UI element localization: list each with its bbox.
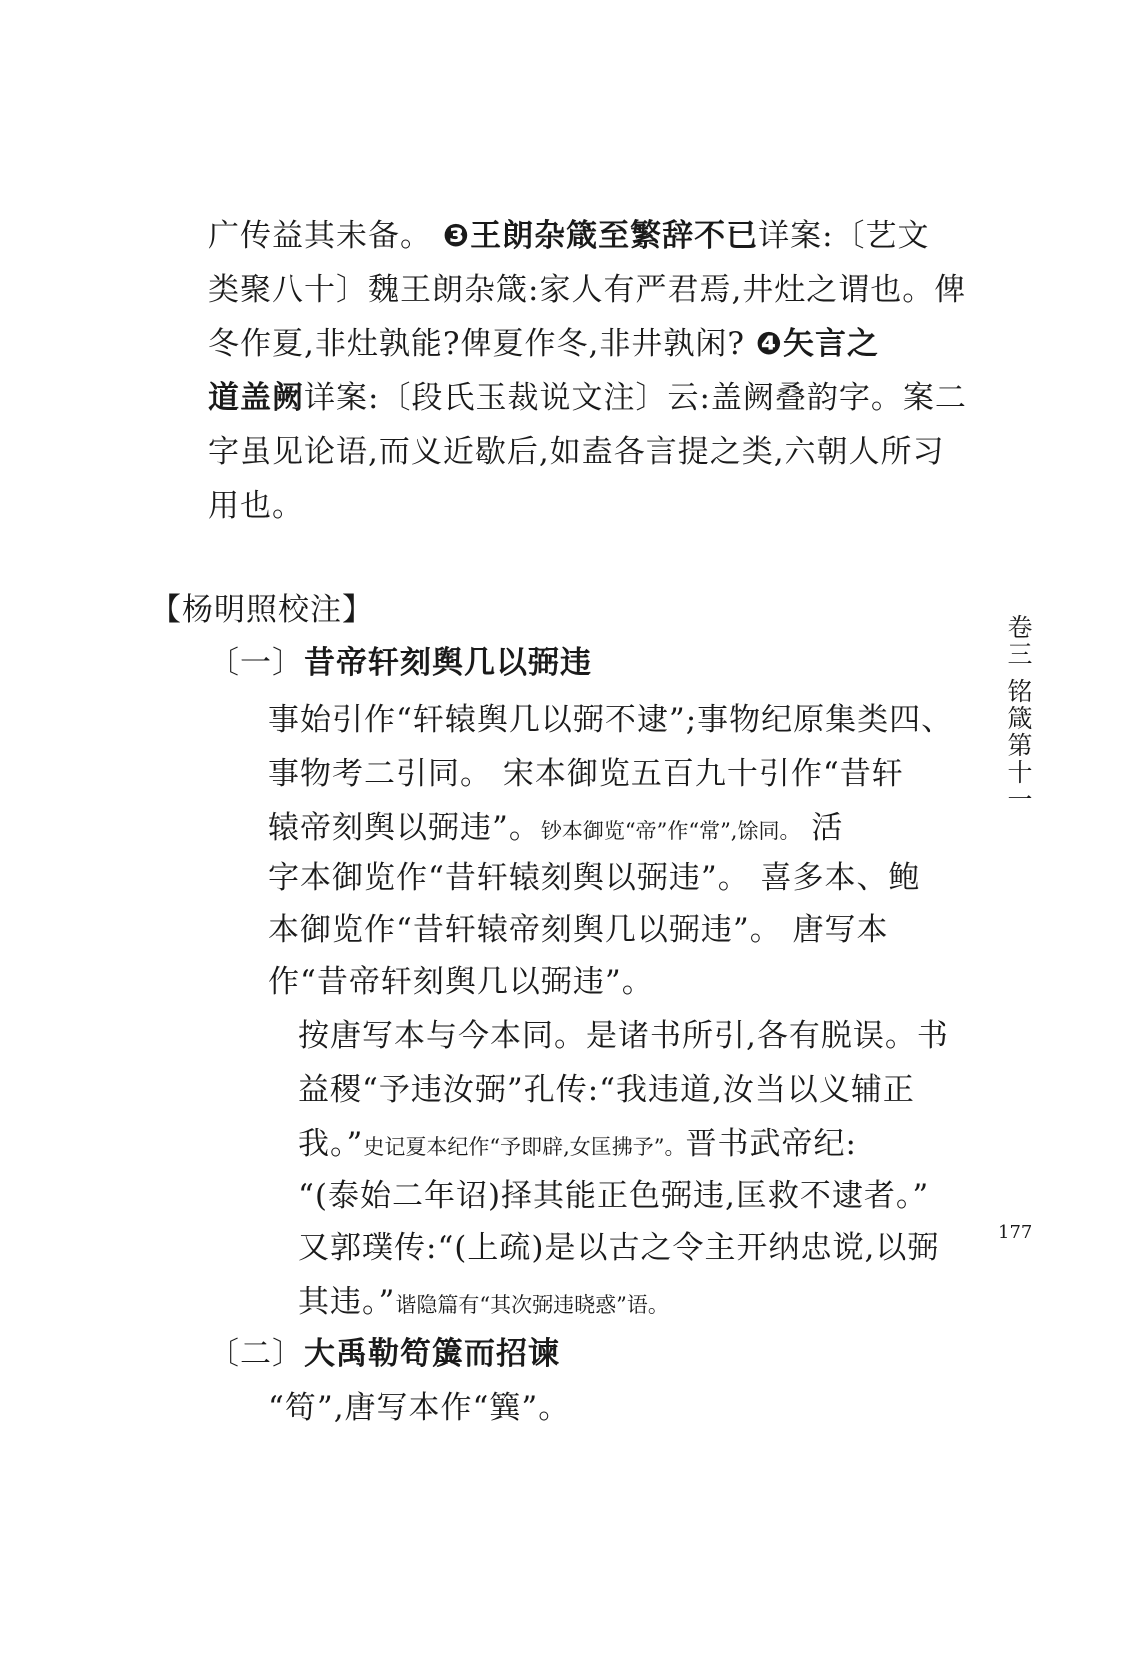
- text-run: 按唐写本与今本同。是诸书所引,各有脱误。书: [298, 1018, 949, 1054]
- text-run: 本御览作“昔轩辕帝刻舆几以弼违”。 唐写本: [268, 912, 889, 948]
- text-run: 冬作夏,非灶孰能?俾夏作冬,非井孰闲?: [208, 326, 756, 362]
- running-header: 卷三 铭箴第十一: [1004, 614, 1033, 813]
- text-line: [208, 486, 304, 526]
- text-run: 字本御览作“昔轩辕刻舆以弼违”。 喜多本、鲍: [268, 860, 921, 896]
- text-line: [268, 754, 904, 794]
- text-run: 广传益其未备。: [208, 218, 443, 254]
- text-run: 事物考二引同。 宋本御览五百九十引作“昔轩: [268, 756, 904, 792]
- text-line: [298, 1124, 857, 1167]
- text-run: 活: [800, 810, 844, 846]
- bold-run: 道盖阙: [208, 380, 304, 416]
- text-line: [268, 808, 843, 851]
- note-heading: [208, 1334, 560, 1374]
- text-run: 〔二〕: [208, 1336, 304, 1372]
- text-run: 我。”: [298, 1126, 364, 1162]
- text-run: 辕帝刻舆以弼违”。: [268, 810, 541, 846]
- text-line: [208, 324, 879, 364]
- text-run: 字虽见论语,而义近歇后,如盍各言提之类,六朝人所习: [208, 434, 945, 470]
- bold-run: ❸王朗杂箴至繁辞不已: [442, 218, 759, 254]
- text-line: [268, 1388, 570, 1428]
- text-run: 又郭璞传:“(上疏)是以古之令主开纳忠谠,以弼: [298, 1230, 940, 1266]
- small-note-run: 史记夏本纪作“予即辟,女匡拂予”。: [363, 1135, 686, 1159]
- section-heading: [150, 590, 374, 630]
- small-note-run: 谐隐篇有“其次弼违晓惑”语。: [395, 1293, 669, 1317]
- text-line: [268, 962, 654, 1002]
- text-line: [208, 378, 967, 418]
- text-line: [268, 858, 921, 898]
- text-line: [298, 1282, 669, 1325]
- bold-run: 大禹勒笱簴而招谏: [304, 1336, 560, 1372]
- text-run: 作“昔帝轩刻舆几以弼违”。: [268, 964, 654, 1000]
- text-run: “(泰始二年诏)择其能正色弼违,匡救不逮者。”: [298, 1178, 930, 1214]
- text-run: 用也。: [208, 488, 304, 524]
- text-run: 晋书武帝纪:: [685, 1126, 857, 1162]
- text-line: [208, 432, 945, 472]
- bold-run: ❹矢言之: [755, 326, 880, 362]
- note-heading: [208, 643, 592, 683]
- text-run: 益稷“予违汝弼”孔传:“我违道,汝当以义辅正: [298, 1072, 915, 1108]
- text-line: [268, 700, 953, 740]
- text-line: [298, 1228, 939, 1268]
- text-line: [208, 216, 930, 256]
- text-run: 详案:〔段氏玉裁说文注〕云:盖阙叠韵字。案二: [304, 380, 967, 416]
- text-run: “笱”,唐写本作“簨”。: [268, 1390, 571, 1426]
- bold-run: 昔帝轩刻舆几以弼违: [304, 645, 592, 681]
- text-line: [208, 270, 966, 310]
- page-number: 177: [998, 1222, 1033, 1243]
- text-run: 类聚八十〕魏王朗杂箴:家人有严君焉,井灶之谓也。俾: [208, 272, 967, 308]
- text-run: 〔一〕: [208, 645, 304, 681]
- text-line: [268, 910, 889, 950]
- text-run: 其违。”: [298, 1284, 396, 1320]
- text-run: 详案:〔艺文: [758, 218, 930, 254]
- text-line: [298, 1176, 929, 1216]
- small-note-run: 钞本御览“帝”作“常”,馀同。: [540, 819, 801, 843]
- text-run: 【杨明照校注】: [150, 592, 374, 628]
- text-run: 事始引作“轩辕舆几以弼不逮”;事物纪原集类四、: [268, 702, 954, 738]
- text-line: [298, 1016, 949, 1056]
- text-line: [298, 1070, 915, 1110]
